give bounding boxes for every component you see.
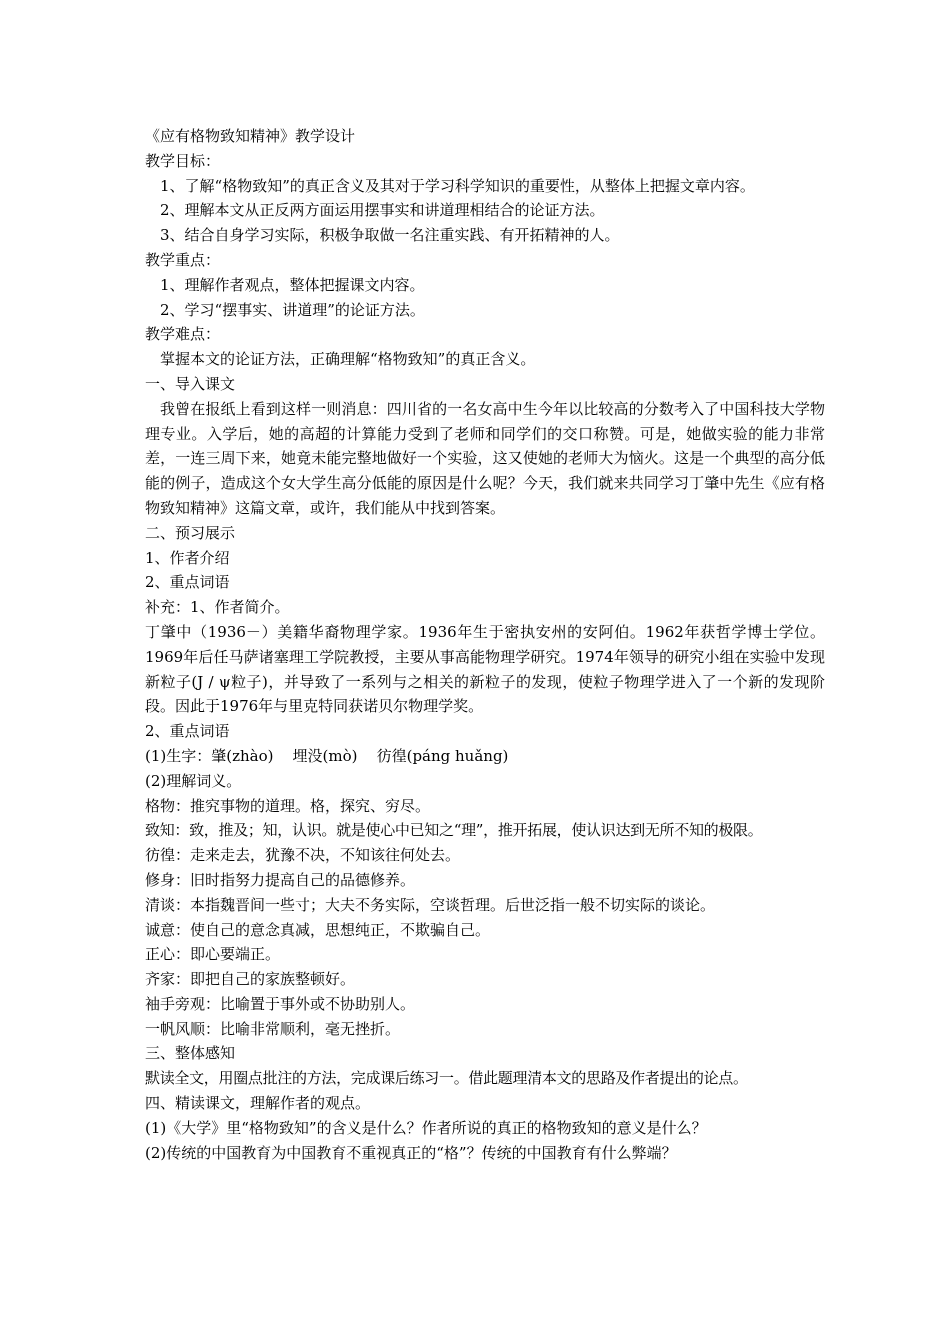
definition-item: 袖手旁观：比喻置于事外或不协助别人。	[145, 994, 416, 1013]
definition-item: 致知：致，推及；知，认识。就是使心中已知之“理”，推开拓展，使认识达到无所不知的极限。	[145, 821, 763, 840]
key-point-2: 2、学习“摆事实、讲道理”的论证方法。	[160, 300, 425, 319]
meaning-heading: (2)理解词义。	[145, 771, 242, 790]
supplement-label: 补充：1、作者简介。	[145, 598, 290, 617]
vocab-heading: 2、重点词语	[145, 722, 230, 741]
definition-item: 彷徨：走来走去，犹豫不决，不知该往何处去。	[145, 846, 461, 865]
definition-item: 诚意：使自己的意念真减，思想纯正，不欺骗自己。	[145, 920, 491, 939]
difficulty-1: 掌握本文的论证方法，正确理解“格物致知”的真正含义。	[160, 350, 536, 369]
key-points-heading: 教学重点：	[145, 250, 221, 269]
pronunciation-line: (1)生字：肇(zhào) 埋没(mò) 彷徨(páng huǎng)	[145, 746, 509, 765]
objective-3: 3、结合自身学习实际，积极争取做一名注重实践、有开拓精神的人。	[160, 226, 620, 245]
intro-paragraph: 我曾在报纸上看到这样一则消息：四川省的一名女高中生今年以比较高的分数考入了中国科技大学物理专业。入学后，她的高超的计算能力受到了老师和同学们的交口称赞。可是，她做实验的能力非常差，一连三周下来，她竟未能完整地做好一个实验，这又使她的老师大为恼火。这是一个典型的高分低能的例子，造成这个女大学生高分低能的原因是什么呢？今天，我们就来共同学习丁肇中先生《应有格物致知精神》这篇文章，或许，我们能从中找到答案。	[145, 399, 825, 517]
objectives-heading: 教学目标：	[145, 151, 221, 170]
definition-item: 修身：旧时指努力提高自己的品德修养。	[145, 870, 416, 889]
definition-item: 格物：推究事物的道理。格，探究、穷尽。	[145, 796, 431, 815]
key-point-1: 1、理解作者观点，整体把握课文内容。	[160, 275, 425, 294]
section-2-heading: 二、预习展示	[145, 523, 236, 542]
question-2: (2)传统的中国教育为中国教育不重视真正的“格”？传统的中国教育有什么弊端？	[145, 1143, 677, 1162]
definition-item: 清谈：本指魏晋间一些寸；大夫不务实际，空谈哲理。后世泛指一般不切实际的谈论。	[145, 895, 716, 914]
objective-1: 1、了解“格物致知”的真正含义及其对于学习科学知识的重要性，从整体上把握文章内容。	[160, 176, 755, 195]
document-page	[145, 124, 825, 1165]
definition-item: 一帆风顺：比喻非常顺利，毫无挫折。	[145, 1019, 401, 1038]
overall-text: 默读全文，用圈点批注的方法，完成课后练习一。借此题理清本文的思路及作者提出的论点。	[145, 1069, 748, 1088]
definition-item: 齐家：即把自己的家族整顿好。	[145, 970, 356, 989]
definition-item: 正心：即心要端正。	[145, 945, 281, 964]
document-title: 《应有格物致知精神》教学设计	[145, 127, 356, 145]
author-bio: 丁肇中（1936－）美籍华裔物理学家。1936年生于密执安州的安阿伯。1962年获哲学博士学位。1969年后任马萨诸塞理工学院教授，主要从事高能物理学研究。1974年领导的研究小组在实验中发现新粒子(J / ψ粒子)，并导致了一系列与之相关的新粒子的发现，使粒子物理学进入了一个新的发现阶段。因此于1976年与里克特同获诺贝尔物理学奖。	[145, 622, 825, 716]
section-4-heading: 四、精读课文，理解作者的观点。	[145, 1094, 371, 1113]
section-1-heading: 一、导入课文	[145, 374, 236, 393]
preview-item-2: 2、重点词语	[145, 573, 230, 592]
difficulties-heading: 教学难点：	[145, 325, 221, 344]
section-3-heading: 三、整体感知	[145, 1044, 236, 1063]
preview-item-1: 1、作者介绍	[145, 548, 230, 567]
objective-2: 2、理解本文从正反两方面运用摆事实和讲道理相结合的论证方法。	[160, 201, 605, 220]
question-1: (1)《大学》里“格物致知”的含义是什么？作者所说的真正的格物致知的意义是什么？	[145, 1118, 707, 1137]
